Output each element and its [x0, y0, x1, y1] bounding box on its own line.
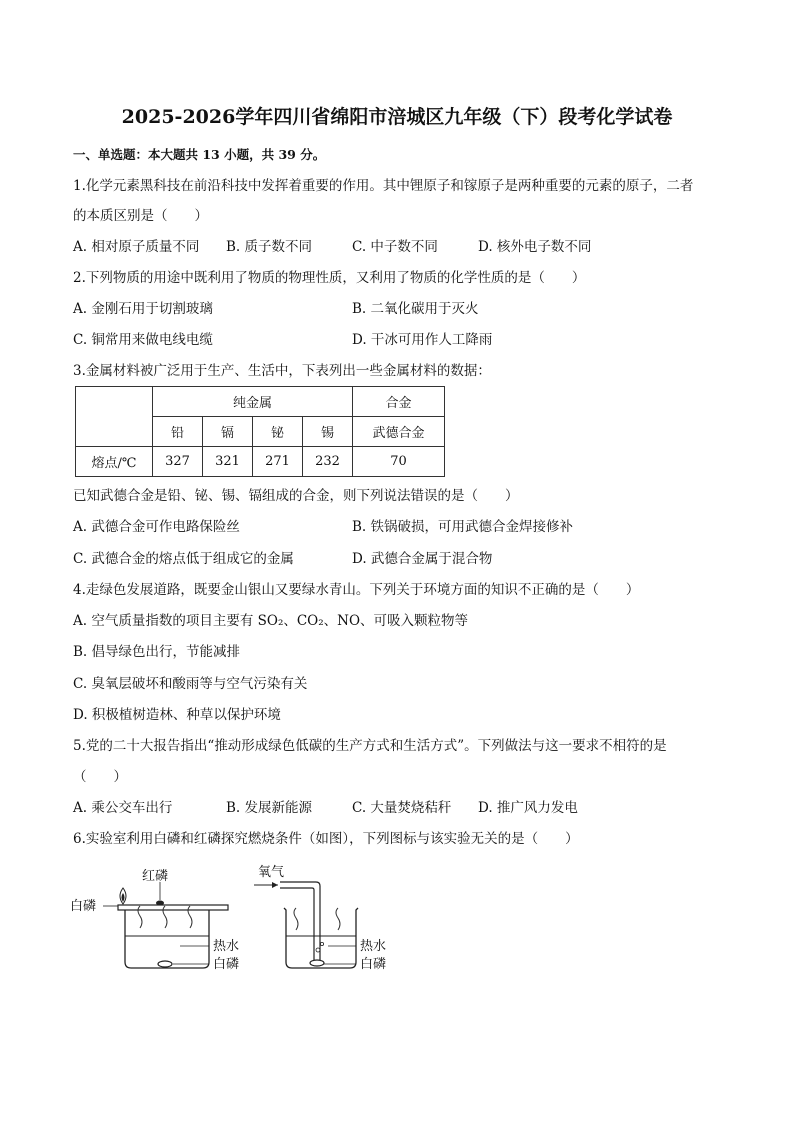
bubble-icon	[320, 942, 323, 945]
q2-option-c: C. 铜常用来做电线电缆	[73, 332, 213, 348]
table-value-cell: 321	[203, 447, 253, 477]
arrow-head-icon	[272, 882, 278, 888]
table-header-cell: 镉	[203, 417, 253, 447]
table-header-cell: 武德合金	[353, 417, 445, 447]
q5-stem-line1: 5.党的二十大报告指出“推动形成绿色低碳的生产方式和生活方式”。下列做法与这一要求不相符的是	[73, 738, 667, 754]
label-white-phosphorus-bottom: 白磷	[360, 957, 387, 972]
table-value-cell: 271	[253, 447, 303, 477]
q4-option-c: C. 臭氧层破坏和酸雨等与空气污染有关	[73, 676, 308, 692]
table-value-cell: 327	[153, 447, 203, 477]
label-white-phosphorus: 白磷	[70, 899, 97, 914]
label-oxygen: 氧气	[258, 865, 285, 880]
q3-option-c: C. 武德合金的熔点低于组成它的金属	[73, 551, 294, 567]
q4-stem: 4.走绿色发展道路，既要金山银山又要绿水青山。下列关于环境方面的知识不正确的是（ ）	[73, 582, 640, 598]
q1-stem-line1: 1.化学元素黑科技在前沿科技中发挥着重要的作用。其中锂原子和镓原子是两种重要的元素的原子，二者	[73, 178, 694, 194]
q4-option-a: A. 空气质量指数的项目主要有 SO₂、CO₂、NO、可吸入颗粒物等	[73, 613, 469, 629]
table-group-pure-metal: 纯金属	[153, 387, 353, 417]
steam-icon	[294, 908, 298, 930]
q1-option-d: D. 核外电子数不同	[478, 239, 592, 255]
experiment-figure-right	[250, 862, 400, 980]
q5-stem-line2: （ ）	[73, 769, 127, 785]
beaker-left	[125, 910, 209, 968]
q1-stem-line2: 的本质区别是（ ）	[73, 208, 208, 224]
q3-option-b: B. 铁锅破损，可用武德合金焊接修补	[352, 519, 574, 535]
q3-option-d: D. 武德合金属于混合物	[352, 551, 493, 567]
label-hot-water: 热水	[360, 939, 387, 954]
q5-option-b: B. 发展新能源	[226, 800, 313, 816]
table-header-cell: 锡	[303, 417, 353, 447]
section-heading: 一、单选题：本大题共 13 小题，共 39 分。	[73, 147, 326, 162]
q2-option-a: A. 金刚石用于切割玻璃	[73, 301, 213, 317]
label-white-phosphorus-bottom: 白磷	[213, 957, 240, 972]
q2-option-b: B. 二氧化碳用于灭火	[352, 301, 479, 317]
q5-option-d: D. 推广风力发电	[478, 800, 578, 816]
q2-stem: 2.下列物质的用途中既利用了物质的物理性质，又利用了物质的化学性质的是（ ）	[73, 270, 586, 286]
copper-plate	[118, 905, 228, 910]
white-phosphorus-underwater-icon	[158, 961, 172, 967]
experiment-figure-left	[70, 862, 240, 980]
red-phosphorus-icon	[156, 901, 164, 906]
q1-option-b: B. 质子数不同	[226, 239, 313, 255]
q4-option-d: D. 积极植树造林、种草以保护环境	[73, 707, 281, 723]
table-group-alloy: 合金	[353, 387, 445, 417]
table-value-cell: 232	[303, 447, 353, 477]
q5-option-c: C. 大量焚烧秸秆	[352, 800, 452, 816]
label-red-phosphorus: 红磷	[142, 869, 169, 884]
label-hot-water: 热水	[213, 939, 240, 954]
page-title: 2025-2026学年四川省绵阳市涪城区九年级（下）段考化学试卷	[121, 106, 673, 128]
table-corner-cell	[76, 387, 153, 447]
q1-option-c: C. 中子数不同	[352, 239, 438, 255]
q1-option-a: A. 相对原子质量不同	[73, 239, 200, 255]
q5-option-a: A. 乘公交车出行	[73, 800, 173, 816]
steam-icon	[336, 908, 340, 930]
white-phosphorus-underwater-icon	[310, 960, 324, 966]
table-header-cell: 铅	[153, 417, 203, 447]
q6-stem: 6.实验室利用白磷和红磷探究燃烧条件（如图），下列图标与该实验无关的是（ ）	[73, 831, 579, 847]
table-header-cell: 铋	[253, 417, 303, 447]
bubble-icon	[316, 948, 320, 952]
q3-stem: 3.金属材料被广泛用于生产、生活中，下表列出一些金属材料的数据：	[73, 363, 491, 379]
gas-tube-inner	[280, 888, 314, 960]
melting-point-table	[75, 386, 445, 477]
table-row-label: 熔点/℃	[76, 447, 153, 477]
q3-stem2: 已知武德合金是铅、铋、锡、镉组成的合金，则下列说法错误的是（ ）	[73, 488, 519, 504]
table-value-cell: 70	[353, 447, 445, 477]
q4-option-b: B. 倡导绿色出行，节能减排	[73, 644, 241, 660]
q3-option-a: A. 武德合金可作电路保险丝	[73, 519, 240, 535]
q2-option-d: D. 干冰可用作人工降雨	[352, 332, 493, 348]
